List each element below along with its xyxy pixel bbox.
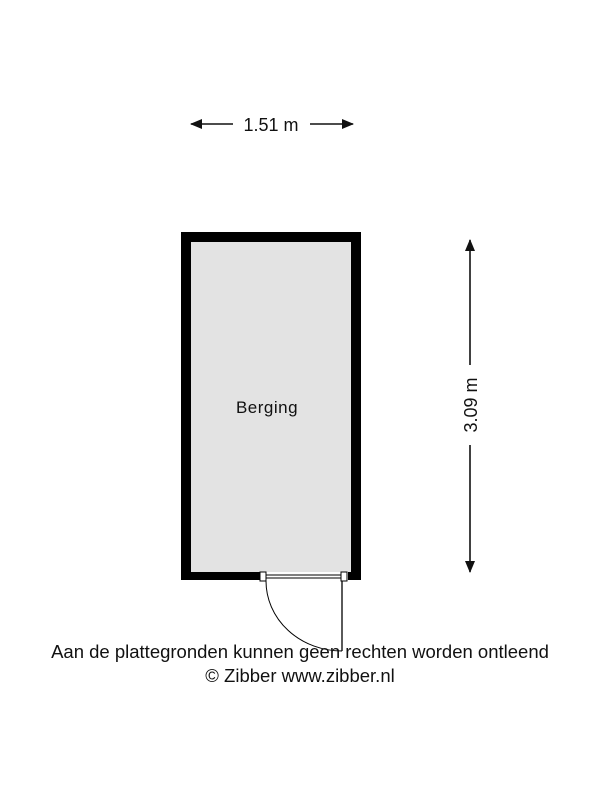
copyright-text: © Zibber www.zibber.nl [205, 665, 395, 686]
height-dimension-label: 3.09 m [461, 377, 481, 433]
height-dimension [461, 240, 481, 572]
width-dimension [191, 115, 353, 135]
room-name-label: Berging [235, 398, 299, 417]
door-frame-left [260, 572, 266, 581]
disclaimer-text: Aan de plattegronden kunnen geen rechten worden ontleend [51, 641, 549, 662]
door [260, 572, 348, 651]
door-frame-right [341, 572, 347, 581]
width-dimension-label: 1.51 m [243, 115, 299, 135]
room-berging [181, 232, 361, 580]
door-opening [260, 572, 348, 581]
